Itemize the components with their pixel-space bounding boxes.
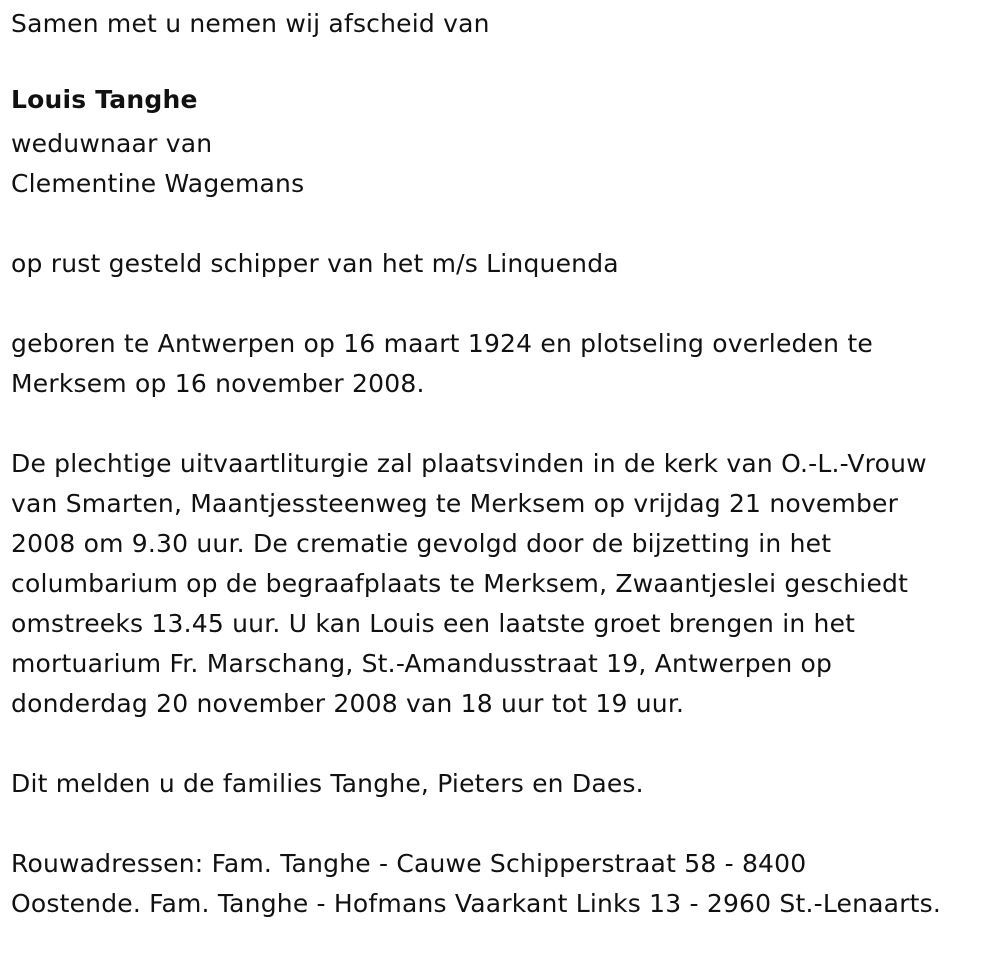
intro-line: Samen met u nemen wij afscheid van bbox=[11, 9, 490, 38]
relation-line: weduwnaar van bbox=[11, 129, 213, 158]
paragraph-line: omstreeks 13.45 uur. U kan Louis een laatste groet brengen in het bbox=[11, 609, 856, 638]
paragraph-line: geboren te Antwerpen op 16 maart 1924 en plotseling overleden te bbox=[11, 329, 873, 358]
paragraph-line: Merksem op 16 november 2008. bbox=[11, 369, 425, 398]
spacer bbox=[11, 284, 996, 324]
paragraph-line: Rouwadressen: Fam. Tanghe - Cauwe Schipperstraat 58 - 8400 bbox=[11, 849, 807, 878]
paragraph-line: van Smarten, Maantjessteenweg te Merksem op vrijdag 21 november bbox=[11, 489, 899, 518]
deceased-name: Louis Tanghe bbox=[11, 85, 198, 114]
paragraph-line: De plechtige uitvaartliturgie zal plaatsvinden in de kerk van O.-L.-Vrouw bbox=[11, 449, 927, 478]
paragraph-line: 2008 om 9.30 uur. De crematie gevolgd door de bijzetting in het bbox=[11, 529, 832, 558]
families-line: Dit melden u de families Tanghe, Pieters en Daes. bbox=[11, 769, 644, 798]
occupation-line: op rust gesteld schipper van het m/s Linquenda bbox=[11, 249, 619, 278]
paragraph-line: donderdag 20 november 2008 van 18 uur tot 19 uur. bbox=[11, 689, 685, 718]
paragraph-line: Oostende. Fam. Tanghe - Hofmans Vaarkant Links 13 - 2960 St.-Lenaarts. bbox=[11, 889, 942, 918]
spouse-name: Clementine Wagemans bbox=[11, 169, 305, 198]
spacer bbox=[11, 404, 996, 444]
spacer bbox=[11, 724, 996, 764]
spacer bbox=[11, 804, 996, 844]
deceased-name-block bbox=[11, 76, 996, 124]
ceremony-paragraph bbox=[11, 444, 996, 724]
addresses-paragraph bbox=[11, 844, 996, 924]
spacer bbox=[11, 204, 996, 244]
obituary-notice bbox=[11, 4, 996, 924]
birth-death-paragraph bbox=[11, 324, 996, 404]
paragraph-line: mortuarium Fr. Marschang, St.-Amandusstraat 19, Antwerpen op bbox=[11, 649, 833, 678]
paragraph-line: columbarium op de begraafplaats te Merksem, Zwaantjeslei geschiedt bbox=[11, 569, 909, 598]
